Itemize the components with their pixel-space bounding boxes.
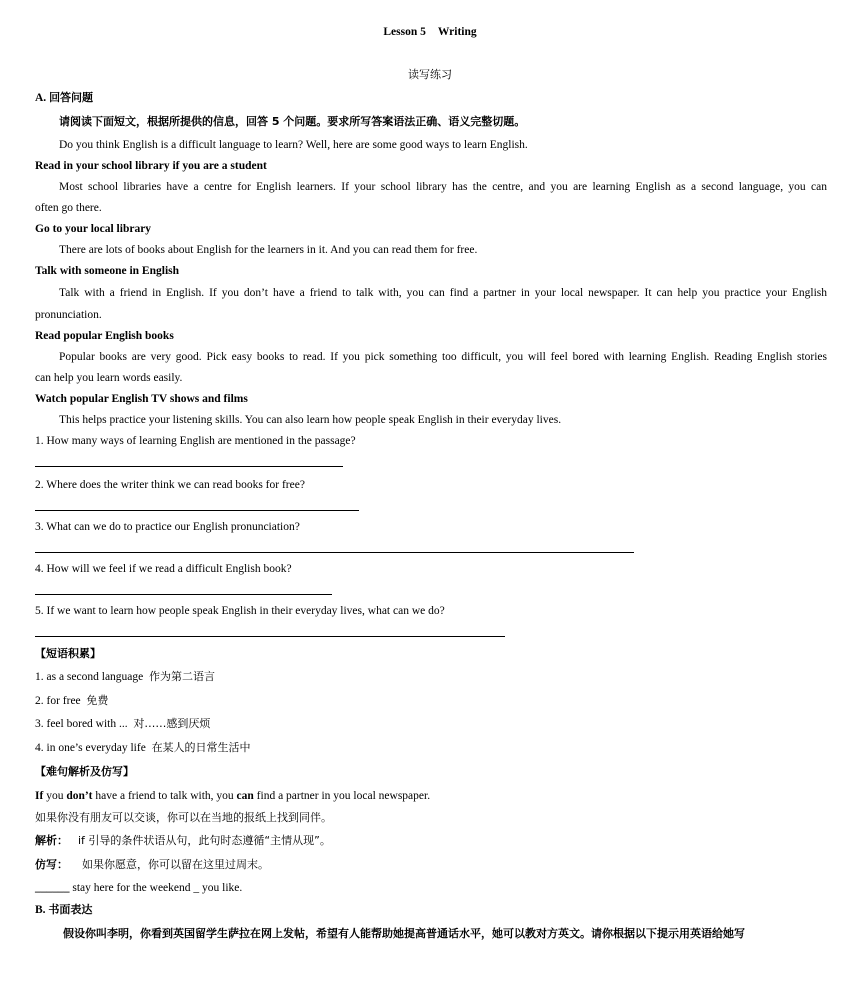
paragraph-text [35,285,827,301]
paragraph-text: can help you learn words easily. [35,372,183,384]
phrase-en: 4. in one’s everyday life [35,742,146,754]
paragraph-title: Talk with someone in English [35,265,180,277]
phrase-item [35,693,108,709]
section-a-heading [35,90,93,106]
sentence-analysis-heading: 【难句解析及仿写】 [35,765,134,778]
phrase-item [35,740,251,756]
phrase-item [35,669,215,685]
lesson-title [0,24,860,40]
paragraph-line: Talk with a friend in English. If you don’t have a friend to talk with, you can find a partner in your local newspaper. It can help you practice your English [59,287,827,299]
answer-line[interactable] [35,594,332,595]
question: 3. What can we do to practice our English pronunciation? [35,521,300,533]
phrase-en: 3. feel bored with ... [35,718,128,730]
fill-blank-line [35,880,242,896]
section-b-text: 假设你叫李明，你看到英国留学生萨拉在网上发帖，希望有人能帮助她提高普通话水平，她可以教对方英文。请你根据以下提示用英语给她写 [63,927,745,940]
paragraph-text [35,349,827,365]
keyword: don’t [66,790,93,802]
sentence-part: have a friend to talk with, you [92,790,237,802]
question: 2. Where does the writer think we can read books for free? [35,479,305,491]
lesson-topic: Writing [437,26,477,38]
paragraph-text: pronunciation. [35,309,102,321]
phrase-zh: 对……感到厌烦 [133,717,211,730]
example-translation: 如果你没有朋友可以交谈，你可以在当地的报纸上找到同伴。 [35,811,332,824]
section-b-title: 书面表达 [48,903,93,916]
question: 5. If we want to learn how people speak English in their everyday lives, what can we do? [35,605,445,617]
answer-line[interactable] [35,636,505,637]
question: 1. How many ways of learning English are mentioned in the passage? [35,435,356,447]
section-b-letter: B. [35,904,46,916]
keyword: can [236,790,254,802]
answer-line[interactable] [35,466,343,467]
fill-text: stay here for the weekend _ you like. [69,882,243,894]
paragraph-text: This helps practice your listening skills. You can also learn how people speak English in their everyday lives. [59,414,562,426]
paragraph-text [35,179,827,195]
answer-line[interactable] [35,552,634,553]
sentence-part: find a partner in you local newspaper. [253,790,431,802]
section-a-instruction: 请阅读下面短文，根据所提供的信息，回答 5 个问题。要求所写答案语法正确、语义完整切题。 [59,115,526,128]
analysis-line [35,833,331,849]
passage-intro: Do you think English is a difficult language to learn? Well, here are some good ways to learn English. [59,139,528,151]
phrase-en: 2. for free [35,695,81,707]
phrases-heading: 【短语积累】 [35,647,101,660]
phrase-en: 1. as a second language [35,671,144,683]
section-b-heading [35,902,92,918]
phrase-zh: 作为第二语言 [149,670,216,683]
paragraph-title: Go to your local library [35,223,152,235]
paragraph-line: Most school libraries have a centre for English learners. If your school library has the centre, and you are learning English as a second language, you can [59,181,827,193]
paragraph-title: Watch popular English TV shows and films [35,393,248,405]
phrase-zh: 免费 [86,694,109,707]
question: 4. How will we feel if we read a difficult English book? [35,563,292,575]
sentence-part: you [43,790,67,802]
phrase-zh: 在某人的日常生活中 [151,741,251,754]
analysis-label: 解析： [35,834,68,847]
lesson-number: Lesson 5 [383,26,426,38]
example-sentence [35,788,430,804]
keyword: If [35,790,44,802]
section-a-letter: A. [35,92,47,104]
paragraph-line: Popular books are very good. Pick easy books to read. If you pick something too difficult, you will feel bored with learning English. Reading English stories [59,351,827,363]
analysis-text: if 引导的条件状语从句，此句时态遵循“主情从现”。 [78,834,331,847]
page-subtitle: 读写练习 [408,68,452,81]
fill-blank[interactable]: ______ [35,882,70,894]
answer-line[interactable] [35,510,359,511]
imitate-line [35,857,269,873]
paragraph-title: Read popular English books [35,330,174,342]
section-a-title: 回答问题 [49,91,94,104]
imitate-text: 如果你愿意，你可以留在这里过周末。 [82,858,269,871]
imitate-label: 仿写： [35,858,68,871]
phrase-item [35,716,210,732]
paragraph-text: often go there. [35,202,102,214]
paragraph-title: Read in your school library if you are a student [35,160,267,172]
paragraph-text: There are lots of books about English for the learners in it. And you can read them for free. [59,244,478,256]
